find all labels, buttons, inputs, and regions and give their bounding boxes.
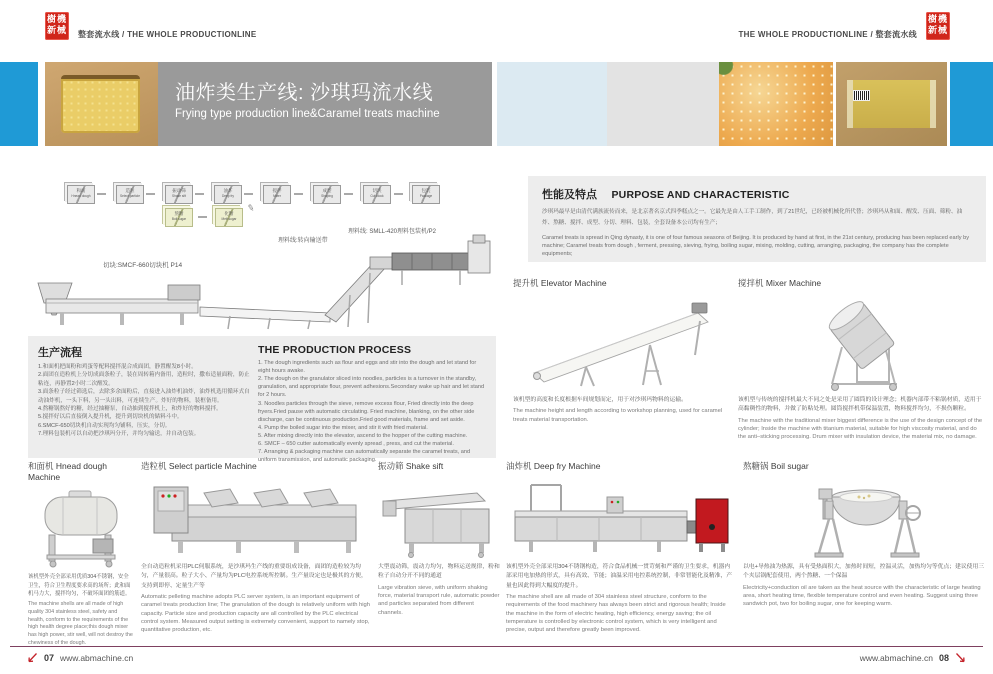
machine-title: 造粒机 Select particle Machine	[141, 461, 257, 471]
machine-desc-en: The machine shells are all made of high quality 304 stainless steel, safety and health, conform to the requirements of the high health degree place;this dough mixer has high power, stir well, will not destroy the chewiness of the dough.	[28, 600, 133, 647]
barcode	[854, 91, 869, 100]
flow-card-mixer: 搅拌 Mixer	[263, 185, 291, 204]
motor	[692, 303, 707, 313]
mixer-machine-photo	[738, 292, 986, 392]
machine-desc-en: Automatic pelleting machine adopts PLC server system, is an important equipment of caramel treats production line; The granulation of the dough is relatively uniform with high capacity. Particle size and production capacity are all controlled by the PLC electrical control system. Measured output setting is extremely convenient, support to namely stop, quantitative production, etc.	[141, 593, 370, 634]
electric-cabinet	[696, 499, 728, 543]
lift-frame	[531, 485, 561, 511]
banner-photo-caramel-treat	[45, 62, 158, 146]
footer-divider	[10, 646, 983, 647]
process-step: 2. The dough on the granulator sliced into noodles, particles is a turnover in the standby, granulation, and appropriate flour, prevent adhesions.Secondary wake up hair and let stand for 2 hours.	[258, 376, 485, 399]
machine-desc-zh: 全自动造粒机采用PLC伺服系统，是沙琪玛生产线的重要组成设备，面团的造粒较为均匀，产量很高。粒子大小、产量均为PLC电控系统所控制。生产量设定也是极其的方便，支持到即停、定量生产等	[141, 564, 367, 589]
flow-card-cut: 切块 Cut block	[363, 185, 391, 204]
process-step: 6.SMCF-650切块机自动实现均匀铺料，压实，分切。	[38, 422, 171, 429]
label-packing-machine: 理料线: SMLL-420理料包装机/P2	[348, 229, 437, 235]
flow-arrow	[294, 193, 303, 195]
process-step: 5.搅拌好以后直接倒入提升机，提升到切块机的储料斗中。	[38, 414, 183, 421]
section-deep-fry-machine	[506, 460, 734, 635]
section-shake-sift	[378, 460, 500, 617]
machine-desc-en: Large vibration sieve, with uniform shaking force, material transport rule, automatic powder and particles separated from different channels.	[378, 584, 500, 616]
seal-line2: 新械	[46, 25, 67, 35]
banner-strip	[0, 62, 993, 146]
flow-arrow	[344, 193, 353, 195]
header-right	[739, 12, 951, 40]
process-step: 7.理料包装机可以自动把沙琪玛分开，并均匀输送，并自动包装。	[38, 431, 200, 438]
machine-title: 搅拌机 Mixer Machine	[738, 278, 822, 288]
banner-title-en: Frying type production line&Caramel treats machine	[175, 108, 440, 120]
cutter-unit	[168, 285, 200, 300]
flow-arrow	[195, 193, 204, 195]
dough-machine-photo	[28, 485, 134, 569]
control-box	[819, 489, 832, 499]
packaged-product-image	[847, 80, 936, 127]
caramel-treat-image	[61, 75, 140, 133]
machine-desc-zh: 该机型与传统的搅拌机最大不同之处是采用了圆筒的设计理念；机器内部带不粘锅材质，适用于高黏稠性的物料，并做了防粘处理。圆筒搅拌机带保温装置，物料搅拌均匀，不损伤颗粒。	[738, 397, 982, 413]
machine-desc-zh: 该机型的高度和长度根据车间规划而定，用于对沙琪玛物料的运输。	[513, 397, 687, 403]
process-step: 1. The dough ingredients such as flour and eggs and stir into the dough and let stand for eight hours awake.	[258, 360, 477, 375]
footer-arrow-icon	[26, 652, 38, 664]
label-cutter: 切块:SMCF-660切块机 P14	[103, 262, 183, 269]
banner-title-zh: 油炸类生产线: 沙琪玛流水线	[175, 82, 434, 104]
pencil-icon: ✎	[246, 202, 256, 214]
website-url: www.abmachine.cn	[60, 653, 134, 663]
flow-arrow	[244, 193, 253, 195]
flow-card-particle: 造粒 Select particle	[116, 185, 144, 204]
machine-desc-zh: 以电+导热油为热源，具有受热面积大，加热时间短，控温灵活，加热均匀等优点；建议使用三个夹层锅配套使用，两个熬糖、一个保温	[743, 564, 985, 580]
header-tagline-right: THE WHOLE PRODUCTIONLINE / 整套流水线	[738, 30, 917, 39]
page-number-right: 08	[938, 653, 949, 663]
seal-line1: 樹機	[46, 14, 67, 24]
motor	[93, 539, 113, 553]
sieve-tray	[385, 493, 485, 509]
process-step: 6. SMCF – 650 cutter automatically evenly spread , press, and cut the material.	[258, 441, 454, 448]
machine-desc-zh: 该机型外壳全部采用优质304不锈钢，安全卫生，符合卫生程度要求高的场所；此和面机马力大，搅拌均匀，不破坏面团的筋道。	[28, 574, 131, 598]
company-seal-logo	[45, 12, 69, 40]
machine-title: 熬糖锅 Boil sugar	[743, 461, 809, 471]
purpose-panel	[528, 176, 986, 262]
header-left	[45, 12, 257, 40]
process-step: 4. Pump the boiled sugar into the mixer, and stir it with fried material.	[258, 424, 428, 431]
machine-title: 油炸机 Deep fry Machine	[506, 461, 601, 471]
process-step: 3. Noodles particles through the sieve, remove excess flour, Fried directly into the deep fryers.Fried pause with automatic circulating. Fried machine, blanking, on the other side discharge, can be continuous production.Fried good materials, frame and set aside.	[258, 400, 475, 423]
machine-desc-zh: 大型震动筛，震动力均匀，物料运送规律，粉和粒子自动分开不同的通道	[378, 564, 500, 580]
seal-line1: 樹機	[927, 14, 948, 24]
machine-title: 和面机 Hnead dough Machine	[28, 461, 107, 482]
section-dough-machine	[28, 460, 134, 648]
banner-lightgray-block	[607, 62, 719, 146]
flow-card-boil-sugar: 熬糖 Boil sugar	[165, 208, 193, 227]
section-particle-machine	[141, 460, 371, 635]
footer-arrow-icon	[955, 652, 967, 664]
process-en-column	[258, 344, 486, 464]
banner-photo-treat-closeup	[719, 62, 833, 146]
process-step: 5. After mixing directly into the elevator, ascend to the hopper of the cutting machine.	[258, 432, 468, 439]
footer-right	[860, 652, 967, 664]
purpose-title-en: PURPOSE AND CHARACTERISTIC	[611, 189, 790, 201]
purpose-body-en: Caramel treats is spread in Qing dynasty, it is one of four famous seasons of Beijing. It is produced by hand at first, in the 21st century, producing has been replaced early by machine; Caramel treats from dough , ferment, pressing, sieving, frying, boiling sugar, mixing, molding, cutting, arranging, packaging, the company has the complete equipments;	[542, 235, 970, 258]
shake-sift-photo	[378, 475, 500, 559]
website-url: www.abmachine.cn	[859, 653, 933, 663]
machine-title: 振动筛 Shake sift	[378, 461, 444, 471]
flow-arrow	[394, 193, 403, 195]
process-title-en: THE PRODUCTION PROCESS	[258, 344, 412, 356]
production-process-panel	[28, 336, 496, 464]
production-line-drawing	[30, 215, 495, 335]
purpose-body-zh: 沙琪玛最早是由清代满族流传而来，是北京著名京式四季糕点之一。它最先是由人工手工制作，到了21世纪，已经被机械化所代替；沙琪玛从和面、醒发、压面、筛粉、油炸、熬糖、搅拌、成型、分切、理料、包装，全套设备本公司均有生产；	[542, 209, 963, 226]
process-step: 7. Arranging & packaging machine can automatically separate the caramel treats, and uniform transmission, and automatic packaging.	[258, 449, 471, 464]
flow-card-fry: 油炸 Deep fry	[214, 185, 242, 204]
banner-photo-packaged-product	[836, 62, 947, 146]
machine-desc-en: The machine shell are all made of 304 stainless steel structure, conform to the requirements of the food machinery has always been strict and rigorous health; Inside the machine in the form of electric heating, high efficiency, energy saving; the oil temperature is controlled by electronic control system, which is very intelligent and precise, output and therefore greatly been improved.	[506, 593, 726, 634]
process-step: 2.面团在造粒机上分切成面条粒子，装在周转箱内备用，造粒时，撒布适量面粉，防止粘连，再静置2小时二次醒发。	[38, 372, 250, 387]
flow-card-shaping: 成型 Shaping	[313, 185, 341, 204]
purpose-title-row	[542, 185, 972, 203]
flow-card-sift: 振动筛 Shake sift	[165, 185, 193, 204]
flow-arrow	[97, 193, 106, 195]
deep-fry-machine-photo	[506, 475, 734, 559]
particle-machine-photo	[141, 475, 371, 559]
flow-arrow	[146, 193, 155, 195]
machine-desc-en: Electricity+conduction oil are taken as the heat source with the characteristic of large heating area, short heating time, flexible temperature control and even heating. Suggest using three sandwich pot, two for boiling sugar, one for keeping warm.	[743, 584, 981, 608]
incline-conveyor	[325, 261, 386, 322]
mixer-drum	[826, 297, 895, 369]
machine-desc-en: The machine with the traditional mixer biggest difference is the use of the design concept of the cylinder; Inside the machine with titanium material, suitable for high viscosity material, and do the anti–sticking processing. Drum mixer with insulation device, the material mix, no damage.	[738, 417, 983, 441]
banner-blue-left	[0, 62, 38, 146]
process-step: 4.熬糖锅熬好的糖，经过抽糖泵，自动抽到搅拌机上，和炸好的物料搅拌。	[38, 405, 222, 412]
section-boil-sugar	[743, 460, 988, 609]
process-zh-column	[38, 344, 250, 439]
process-title-zh: 生产流程	[38, 347, 82, 359]
header-tagline-left: 整套流水线 / THE WHOLE PRODUCTIONLINE	[78, 30, 257, 39]
machine-title: 提升机 Elevator Machine	[513, 278, 607, 288]
purpose-title-zh: 性能及特点	[542, 189, 597, 201]
page-number-left: 07	[44, 653, 55, 663]
machine-desc-en: The machine height and length according to workshop planning, used for caramel treats material transportation.	[513, 408, 723, 423]
banner-lightblue-block	[497, 62, 607, 146]
company-seal-logo	[926, 12, 950, 40]
banner-blue-right	[950, 62, 993, 146]
footer-left	[26, 652, 133, 664]
process-step: 3.面条粒子经过筛选后，去除多余面粉后，直接进入油炸机油炸，油炸机选用循环式自动油炸机，一头下料，另一头出料，可连续生产。炸好的物料，装框备用。	[38, 389, 250, 404]
seal-line2: 新械	[927, 25, 948, 35]
flow-card-melt-sugar: 化糖 Melt sugar	[215, 208, 243, 227]
label-turn-conveyor: 理料线:转向输送带	[278, 238, 328, 244]
flow-card-dough: 和面 Hnead dough	[67, 185, 95, 204]
flow-card-package: 包装 Package	[412, 185, 440, 204]
section-mixer-machine	[738, 277, 986, 442]
machine-desc-zh: 该机型外壳全部采用304不锈钢构造，符合食品机械一贯苛刻和严谨的卫生要求，机器内部采用电加热的形式，具有高效、节能；油温采用电控系统控制，非常智能化及精准，产量也因此得到大幅度的提升。	[506, 564, 733, 589]
control-panel	[607, 497, 623, 513]
section-elevator-machine	[513, 277, 730, 424]
boil-sugar-photo	[743, 475, 988, 559]
process-step: 1.和面机把面粉和鸡蛋等配料搅拌混合成面团，静置醒发8小时。	[38, 364, 197, 370]
elevator-machine-photo	[513, 292, 730, 392]
banner-title	[158, 62, 492, 146]
